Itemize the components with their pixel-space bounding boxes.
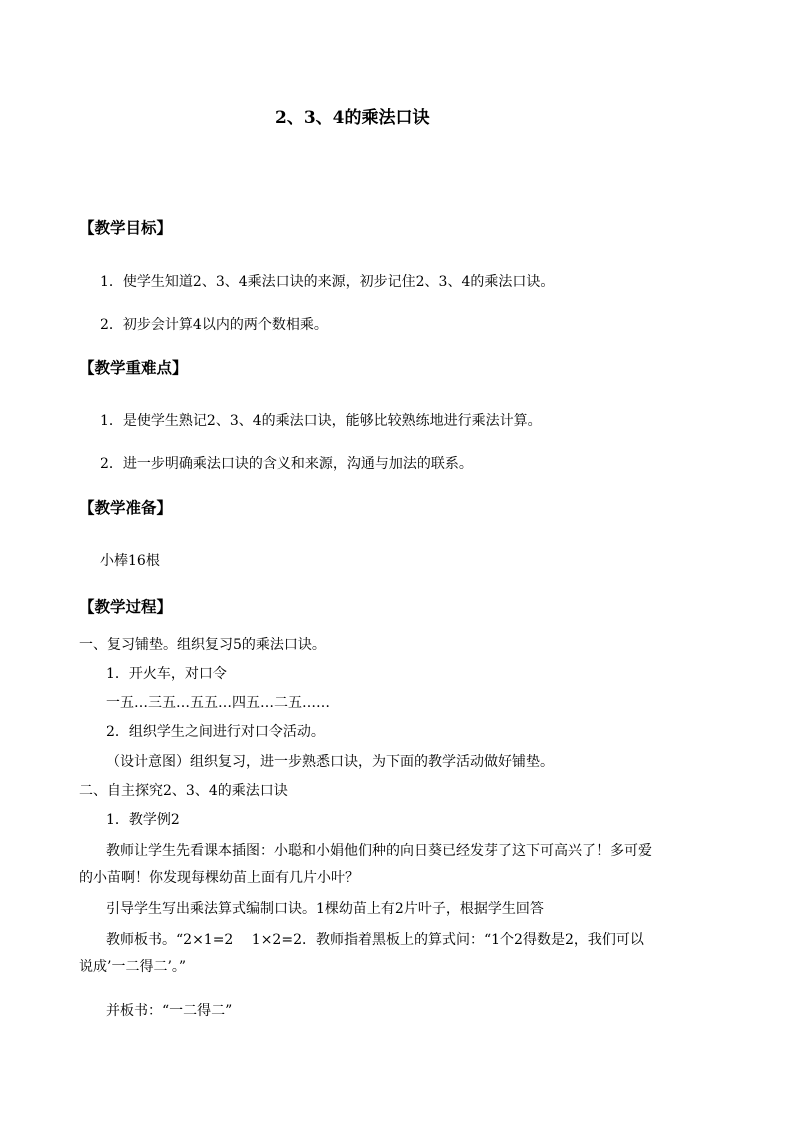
key-points-heading: 【教学重难点】 bbox=[79, 358, 188, 377]
process-line: 引导学生写出乘法算式编制口诀。1棵幼苗上有2片叶子，根据学生回答 bbox=[106, 901, 544, 917]
process-line: 并板书：“一二得二” bbox=[106, 1003, 233, 1019]
process-line: 一五…三五…五五…四五…二五…… bbox=[106, 695, 330, 711]
objective-item-1: 1．使学生知道2、3、4乘法口诀的来源，初步记住2、3、4的乘法口诀。 bbox=[100, 274, 555, 290]
process-heading: 【教学过程】 bbox=[79, 597, 173, 616]
objective-item-2: 2．初步会计算4以内的两个数相乘。 bbox=[100, 317, 328, 333]
document-title: 2、3、4的乘法口诀 bbox=[275, 108, 430, 128]
process-line: 教师让学生先看课本插图：小聪和小娟他们种的向日葵已经发芽了这下可高兴了！多可爱 bbox=[106, 843, 652, 859]
process-line: 一、复习铺垫。组织复习5的乘法口诀。 bbox=[79, 637, 326, 653]
process-line: 的小苗啊！你发现每棵幼苗上面有几片小叶？ bbox=[79, 870, 359, 886]
preparation-text: 小棒16根 bbox=[100, 553, 160, 569]
key-point-item-2: 2．进一步明确乘法口诀的含义和来源，沟通与加法的联系。 bbox=[100, 456, 473, 472]
process-line: 1．教学例2 bbox=[106, 812, 180, 828]
process-line: 说成’一二得二’。” bbox=[79, 959, 187, 975]
process-line: 二、自主探究2、3、4的乘法口诀 bbox=[79, 783, 288, 799]
process-line: （设计意图）组织复习，进一步熟悉口诀，为下面的教学活动做好铺垫。 bbox=[106, 754, 554, 770]
process-line: 教师板书。“2×1=2 1×2=2．教师指着黑板上的算式问：“1个2得数是2，我们可以 bbox=[106, 932, 644, 948]
preparation-heading: 【教学准备】 bbox=[79, 498, 173, 517]
process-line: 2．组织学生之间进行对口令活动。 bbox=[106, 724, 325, 740]
key-point-item-1: 1．是使学生熟记2、3、4的乘法口诀，能够比较熟练地进行乘法计算。 bbox=[100, 413, 542, 429]
objectives-heading: 【教学目标】 bbox=[79, 218, 173, 237]
process-line: 1．开火车，对口令 bbox=[106, 666, 227, 682]
